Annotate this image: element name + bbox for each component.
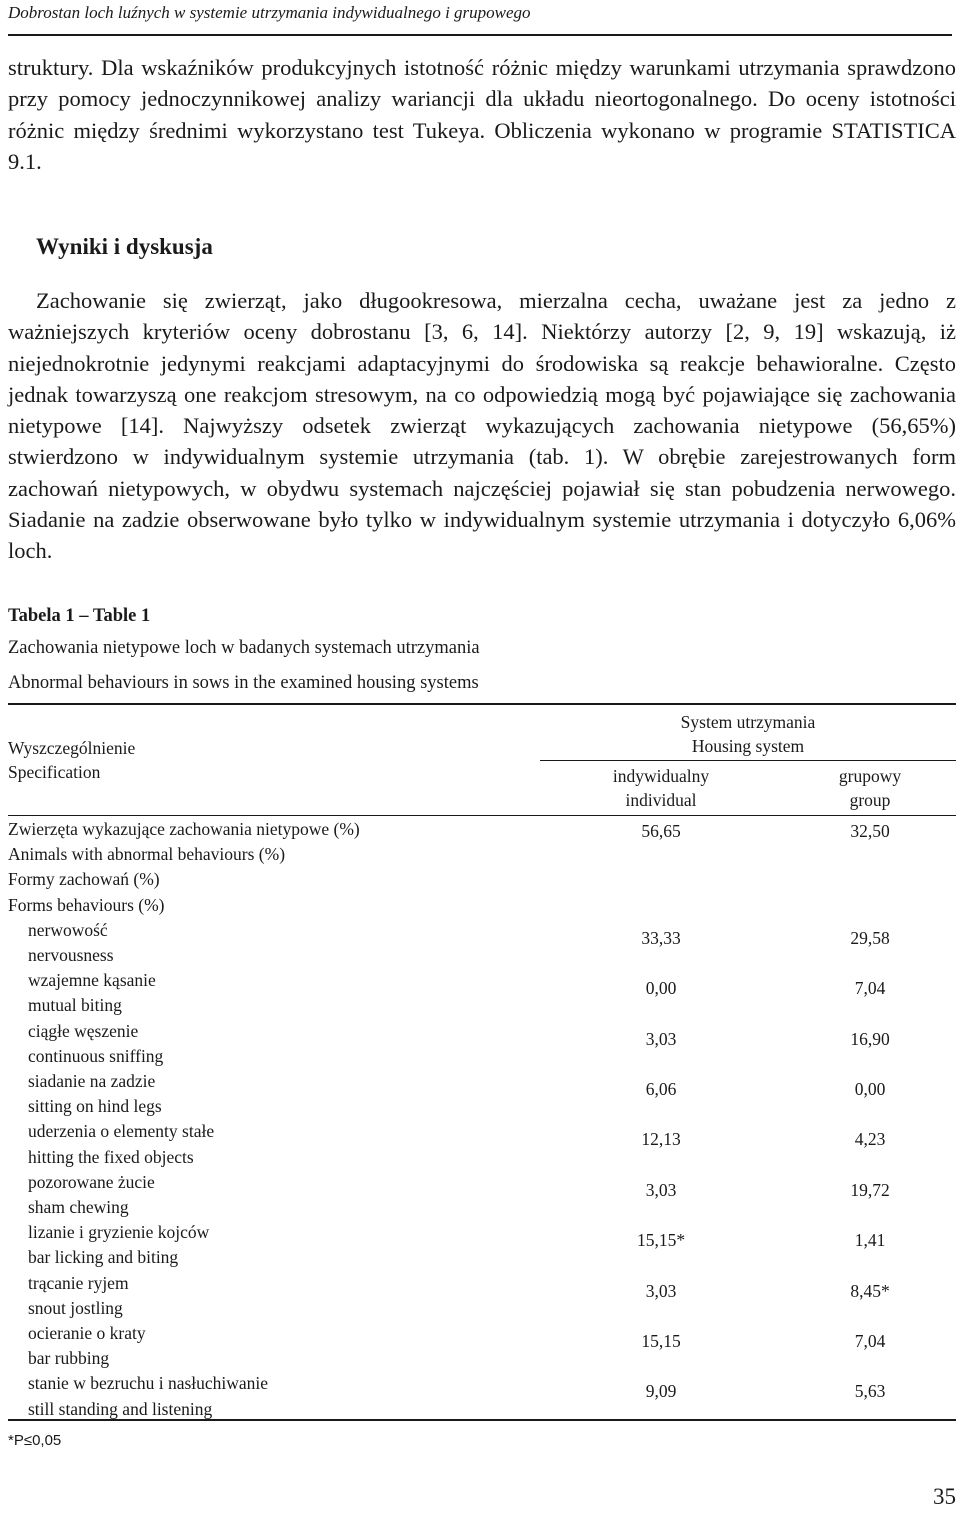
row-label-en: snout jostling (28, 1297, 123, 1318)
row-label-pl: wzajemne kąsanie (28, 970, 156, 991)
table-row (8, 1119, 956, 1169)
column-header-group (784, 764, 956, 812)
row-label-en: sham chewing (28, 1197, 129, 1218)
cell-individual: 3,03 (645, 1179, 677, 1200)
running-header: Dobrostan loch luźnych w systemie utrzymania indywidualnego i grupowego (8, 0, 952, 36)
section-heading: Wyniki i dyskusja (36, 234, 213, 259)
column-header-en: group (849, 790, 891, 810)
row-label-pl: Zwierzęta wykazujące zachowania nietypowe (%) (8, 819, 360, 839)
table-row (8, 918, 956, 968)
cell-group: 8,45* (850, 1280, 890, 1301)
row-label-en: bar licking and biting (28, 1247, 179, 1268)
row-label-pl: pozorowane żucie (28, 1171, 155, 1192)
table-caption-en: Abnormal behaviours in sows in the examined housing systems (8, 673, 479, 693)
row-label-pl: ocieranie o kraty (28, 1323, 146, 1344)
column-header-pl: indywidualny (612, 766, 710, 786)
row-label-pl: siadanie na zadzie (28, 1071, 156, 1092)
cell-group: 7,04 (854, 1331, 886, 1352)
table-row (8, 1019, 956, 1069)
row-label-en: hitting the fixed objects (28, 1146, 194, 1167)
row-label-pl: Formy zachowań (%) (8, 869, 160, 890)
cell-group: 29,58 (850, 927, 890, 948)
column-header-specification (8, 736, 135, 784)
cell-group: 16,90 (850, 1028, 890, 1049)
table-caption-pl: Zachowania nietypowe loch w badanych systemach utrzymania (8, 638, 480, 658)
cell-group: 5,63 (854, 1381, 886, 1402)
row-label-en: Animals with abnormal behaviours (%) (8, 844, 286, 865)
table-header-rule (8, 815, 956, 816)
cell-group: 7,04 (854, 978, 886, 999)
column-header-en: Specification (8, 762, 101, 782)
table-row (8, 1371, 956, 1421)
body-paragraph-text: Zachowanie się zwierząt, jako długookresowa, mierzalna cecha, uważane jest za jedno z ważniejszych kryteriów oceny dobrostanu [3, 6, 14]. Niektórzy autorzy [2, 9, 19] wskazują, iż niejednokrotnie jedynymi reakcjami adaptacyjnymi do środowiska są reakcje behawioralne. Często jednak towarzyszą one reakcjom stresowym, na co odpowiedzią mogą być pojawiające się zachowania nietypowe [14]. Najwyższy odsetek zwierząt wykazujących zachowania nietypowe (56,65%) stwierdzono w indywidualnym systemie utrzymania (tab. 1). W obrębie zarejestrowanych form zachowań nietypowych, w obydwu systemach najczęściej pojawiał się stan pobudzenia nerwowego. Siadanie na zadzie obserwowane było tylko w indywidualnym systemie utrzymania i dotyczyło 6,06% loch. (8, 288, 956, 564)
column-header-individual (578, 764, 744, 812)
column-header-pl: System utrzymania (680, 712, 816, 732)
table-row (8, 1220, 956, 1270)
cell-individual: 56,65 (641, 821, 681, 841)
row-label-en: still standing and listening (28, 1398, 213, 1419)
row-label-en: mutual biting (28, 995, 122, 1016)
cell-individual: 12,13 (641, 1129, 681, 1150)
column-header-pl: Wyszczególnienie (8, 738, 136, 758)
cell-individual: 6,06 (645, 1079, 677, 1100)
table-row (8, 817, 956, 867)
cell-group: 1,41 (854, 1230, 886, 1251)
cell-individual: 3,03 (645, 1028, 677, 1049)
table-top-rule (8, 703, 956, 705)
cell-group: 19,72 (850, 1179, 890, 1200)
cell-group: 0,00 (854, 1079, 886, 1100)
table-footnote: *P≤0,05 (8, 1432, 62, 1449)
row-label-pl: trącanie ryjem (28, 1272, 129, 1293)
column-header-en: individual (625, 790, 697, 810)
cell-group: 4,23 (854, 1129, 886, 1150)
row-label-en: sitting on hind legs (28, 1096, 162, 1117)
row-label-en: nervousness (28, 945, 114, 966)
row-label-pl: nerwowość (28, 919, 108, 940)
cell-individual: 15,15 (641, 1331, 681, 1352)
row-label-pl: stanie w bezruchu i nasłuchiwanie (28, 1373, 269, 1394)
row-label-en: Forms behaviours (%) (8, 894, 165, 915)
table-body (8, 817, 956, 1422)
table-row (8, 1321, 956, 1371)
table-row (8, 867, 956, 917)
body-paragraph (8, 285, 956, 567)
row-label-en: continuous sniffing (28, 1045, 164, 1066)
table-row (8, 1271, 956, 1321)
cell-individual: 15,15* (636, 1230, 686, 1251)
table-row (8, 968, 956, 1018)
body-paragraph: struktury. Dla wskaźników produkcyjnych istotność różnic między warunkami utrzymania sprawdzono przy pomocy jednoczynnikowej analizy wariancji dla układu nieortogonalnego. Do oceny istotności różnic między średnimi wykorzystano test Tukeya. Obliczenia wykonano w programie STATISTICA 9.1. (8, 55, 956, 174)
row-label-en: bar rubbing (28, 1348, 110, 1369)
cell-individual: 33,33 (641, 927, 681, 948)
table-label: Tabela 1 – Table 1 (8, 606, 151, 626)
data-table (8, 703, 956, 1421)
cell-individual: 9,09 (645, 1381, 677, 1402)
column-group-header-housing-system (540, 710, 956, 758)
table-group-rule (540, 760, 956, 761)
column-header-en: Housing system (691, 736, 805, 756)
cell-individual: 3,03 (645, 1280, 677, 1301)
page-number: 35 (933, 1484, 956, 1509)
row-label-pl: lizanie i gryzienie kojców (28, 1222, 210, 1243)
cell-group: 32,50 (850, 821, 890, 841)
row-label-pl: uderzenia o elementy stałe (28, 1121, 215, 1142)
row-label-pl: ciągłe węszenie (28, 1020, 139, 1041)
column-header-pl: grupowy (838, 766, 902, 786)
table-row (8, 1170, 956, 1220)
table-row (8, 1069, 956, 1119)
cell-individual: 0,00 (645, 978, 677, 999)
